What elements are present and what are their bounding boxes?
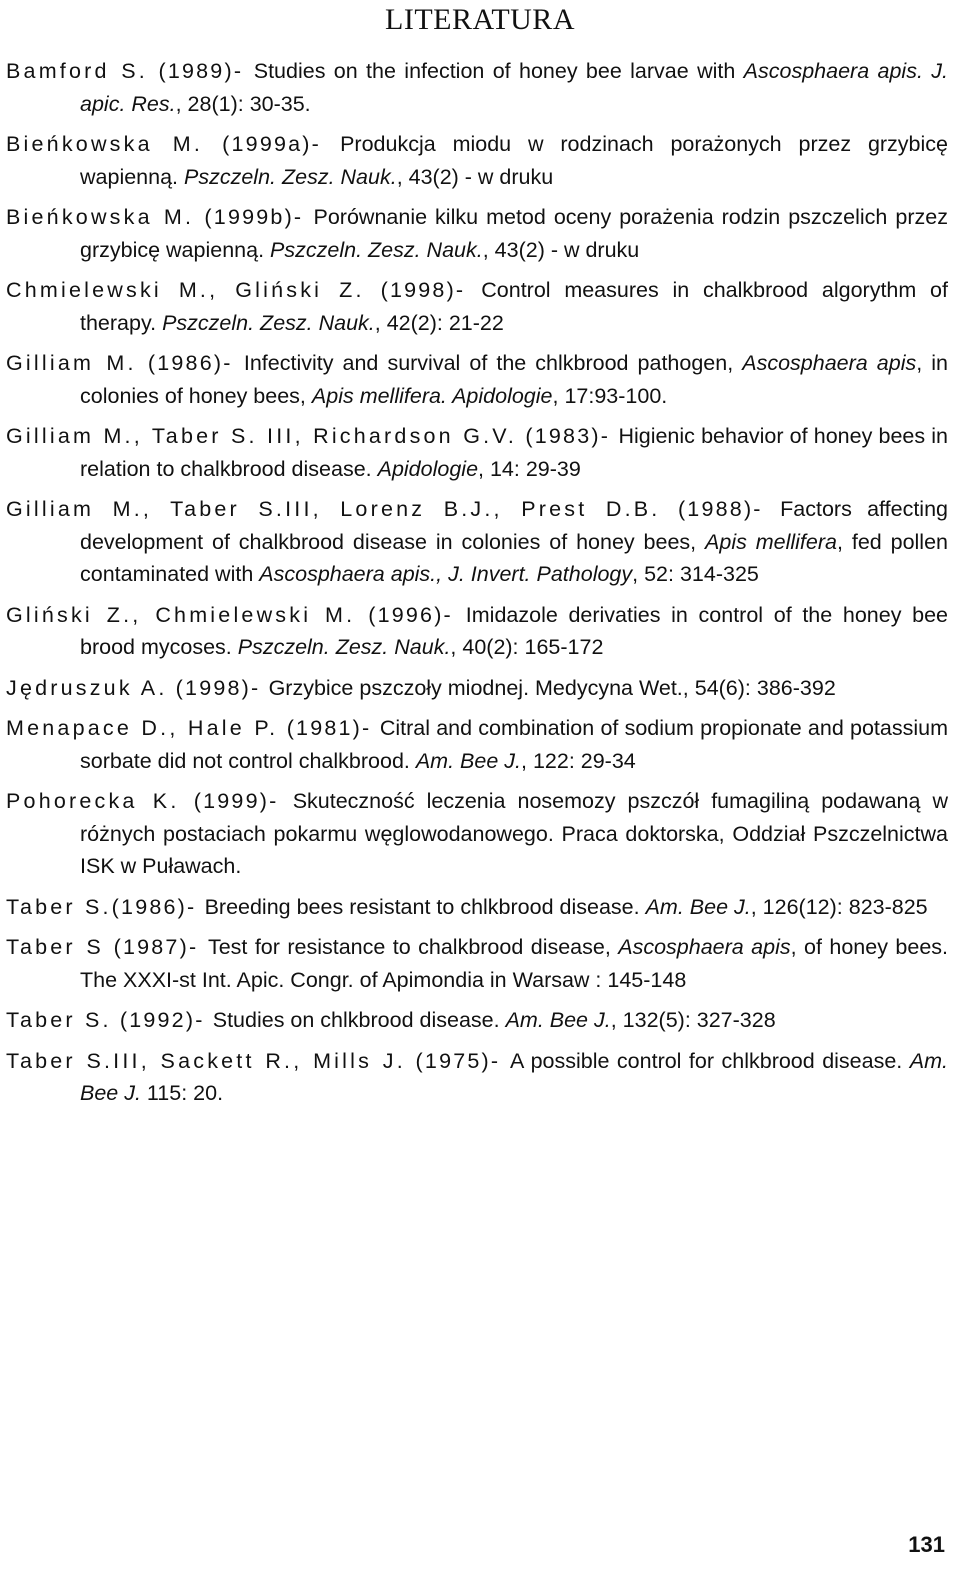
reference-year: (1989)- bbox=[147, 59, 254, 83]
reference-text: Studies on chlkbrood disease. bbox=[212, 1008, 506, 1032]
reference-italic-text: Am. Bee J. bbox=[505, 1008, 611, 1032]
reference-text: 115: 20. bbox=[140, 1081, 224, 1105]
reference-year: (1999)- bbox=[179, 789, 293, 813]
reference-italic-text: Pszczeln. Zesz. Nauk. bbox=[270, 237, 483, 262]
reference-year: (1992)- bbox=[111, 1008, 213, 1032]
reference-text: Factors affecting development of chalkbrood disease in colonies of honey bees, bbox=[80, 497, 948, 554]
reference-text: Test for resistance to chalkbrood disease, bbox=[207, 935, 619, 959]
reference-author: Bieńkowska M. bbox=[6, 205, 195, 229]
reference-italic-text: Ascosphaera apis., J. Invert. Pathology bbox=[259, 562, 633, 586]
reference-text: , in colonies of honey bees, bbox=[80, 351, 948, 408]
reference-text: A possible control for chlkbrood disease. bbox=[509, 1048, 910, 1073]
reference-text: , 28(1): 30-35. bbox=[175, 91, 311, 116]
reference-text: , 14: 29-39 bbox=[478, 456, 581, 481]
reference-text: Imidazole derivaties in control of the honey bee brood mycoses. bbox=[80, 602, 948, 659]
reference-entry bbox=[6, 201, 948, 266]
reference-italic-text: Am. Bee J. bbox=[645, 894, 751, 919]
reference-year: (1981)- bbox=[278, 716, 380, 740]
reference-year: (1999a)- bbox=[203, 132, 341, 156]
reference-author: Taber S. bbox=[6, 1008, 112, 1032]
reference-year: (1988)- bbox=[660, 497, 781, 521]
reference-author: Gilliam M., Taber S. III, Richardson G.V. bbox=[6, 424, 518, 448]
reference-entry bbox=[6, 1045, 948, 1110]
reference-author: Gilliam M. bbox=[6, 351, 137, 375]
reference-text: Breeding bees resistant to chlkbrood disease. bbox=[204, 894, 646, 919]
reference-text: Grzybice pszczoły miodnej. Medycyna Wet., 54(6): 386-392 bbox=[268, 675, 836, 700]
reference-italic-text: Pszczeln. Zesz. Nauk. bbox=[162, 310, 375, 335]
reference-entry bbox=[6, 785, 948, 883]
reference-italic-text: Apidologie bbox=[377, 456, 479, 481]
reference-author: Bamford S. bbox=[6, 59, 148, 83]
reference-italic-text: Ascosphaera apis bbox=[742, 351, 917, 375]
reference-entry bbox=[6, 672, 948, 705]
reference-year: (1999b)- bbox=[194, 205, 314, 229]
reference-author: Pohorecka K. bbox=[6, 789, 180, 813]
reference-author: Taber S. bbox=[6, 894, 112, 919]
reference-entry bbox=[6, 891, 948, 924]
reference-entry bbox=[6, 1004, 948, 1037]
reference-italic-text: Pszczeln. Zesz. Nauk. bbox=[237, 635, 451, 659]
reference-year: (1983)- bbox=[517, 424, 619, 448]
reference-italic-text: Am. Bee J. bbox=[80, 1048, 948, 1105]
reference-text: Infectivity and survival of the chlkbrood pathogen, bbox=[243, 351, 743, 375]
reference-italic-text: Ascosphaera apis bbox=[618, 935, 791, 959]
reference-entry bbox=[6, 931, 948, 996]
reference-entry bbox=[6, 274, 948, 339]
reference-text: Control measures in chalkbrood algorythm of therapy. bbox=[80, 278, 948, 335]
reference-text: , 43(2) - w druku bbox=[482, 237, 640, 262]
reference-text: Skuteczność leczenia nosemozy pszczół fumagiliną podawaną w różnych postaciach pokarmu węglowodanowego. Praca doktorska, Oddział Pszczelnictwa ISK w Puławach. bbox=[80, 789, 948, 878]
reference-text: , 126(12): 823-825 bbox=[750, 894, 928, 919]
reference-year: (1998)- bbox=[167, 675, 269, 700]
reference-year: (1986)- bbox=[136, 351, 244, 375]
reference-text: , 52: 314-325 bbox=[632, 562, 759, 586]
reference-entry bbox=[6, 599, 948, 664]
reference-text: , 43(2) - w druku bbox=[396, 164, 554, 189]
reference-text: , 42(2): 21-22 bbox=[374, 310, 504, 335]
reference-italic-text: Am. Bee J. bbox=[415, 748, 521, 773]
reference-text: Higienic behavior of honey bees in relation to chalkbrood disease. bbox=[80, 424, 948, 481]
reference-italic-text: Ascosphaera apis. J. apic. Res. bbox=[80, 59, 948, 116]
reference-text: , of honey bees. The XXXI-st Int. Apic. Congr. of Apimondia in Warsaw : 145-148 bbox=[80, 935, 949, 992]
reference-text: , 122: 29-34 bbox=[521, 748, 636, 773]
reference-text: , 40(2): 165-172 bbox=[450, 635, 604, 659]
reference-italic-text: Apis mellifera bbox=[705, 529, 837, 554]
page-title: LITERATURA bbox=[385, 3, 575, 36]
reference-author: Bieńkowska M. bbox=[6, 132, 204, 156]
reference-year: (1996)- bbox=[355, 602, 466, 627]
reference-text: , 132(5): 327-328 bbox=[610, 1008, 776, 1032]
reference-entry bbox=[6, 55, 948, 120]
reference-year: (1987)- bbox=[103, 935, 208, 959]
reference-year: (1986)- bbox=[111, 894, 205, 919]
reference-text: , 17:93-100. bbox=[552, 383, 668, 408]
reference-list bbox=[6, 55, 948, 1118]
reference-author: Jędruszuk A. bbox=[6, 675, 168, 700]
reference-text: , fed pollen contaminated with bbox=[80, 529, 948, 586]
reference-author: Menapace D., Hale P. bbox=[6, 716, 279, 740]
reference-entry bbox=[6, 712, 948, 777]
page-number: 131 bbox=[908, 1532, 945, 1557]
reference-text: Produkcja miodu w rodzinach porażonych przez grzybicę wapienną. bbox=[80, 132, 948, 189]
reference-entry bbox=[6, 347, 948, 412]
reference-author: Taber S.III, Sackett R., Mills J. bbox=[6, 1048, 406, 1073]
reference-text: Citral and combination of sodium propionate and potassium sorbate did not control chalkbrood. bbox=[80, 716, 949, 773]
reference-entry bbox=[6, 420, 948, 485]
reference-author: Taber S bbox=[6, 935, 104, 959]
reference-author: Chmielewski M., Gliński Z. bbox=[6, 278, 365, 302]
reference-year: (1975)- bbox=[405, 1048, 510, 1073]
reference-text: Studies on the infection of honey bee larvae with bbox=[253, 59, 744, 83]
reference-entry bbox=[6, 128, 948, 193]
reference-year: (1998)- bbox=[364, 278, 482, 302]
reference-italic-text: Pszczeln. Zesz. Nauk. bbox=[184, 164, 397, 189]
reference-author: Gilliam M., Taber S.III, Lorenz B.J., Prest D.B. bbox=[6, 497, 661, 521]
reference-author: Gliński Z., Chmielewski M. bbox=[6, 602, 356, 627]
reference-text: Porównanie kilku metod oceny porażenia rodzin pszczelich przez grzybicę wapienną. bbox=[80, 205, 948, 262]
reference-entry bbox=[6, 493, 948, 591]
reference-italic-text: Apis mellifera. Apidologie bbox=[311, 383, 553, 408]
